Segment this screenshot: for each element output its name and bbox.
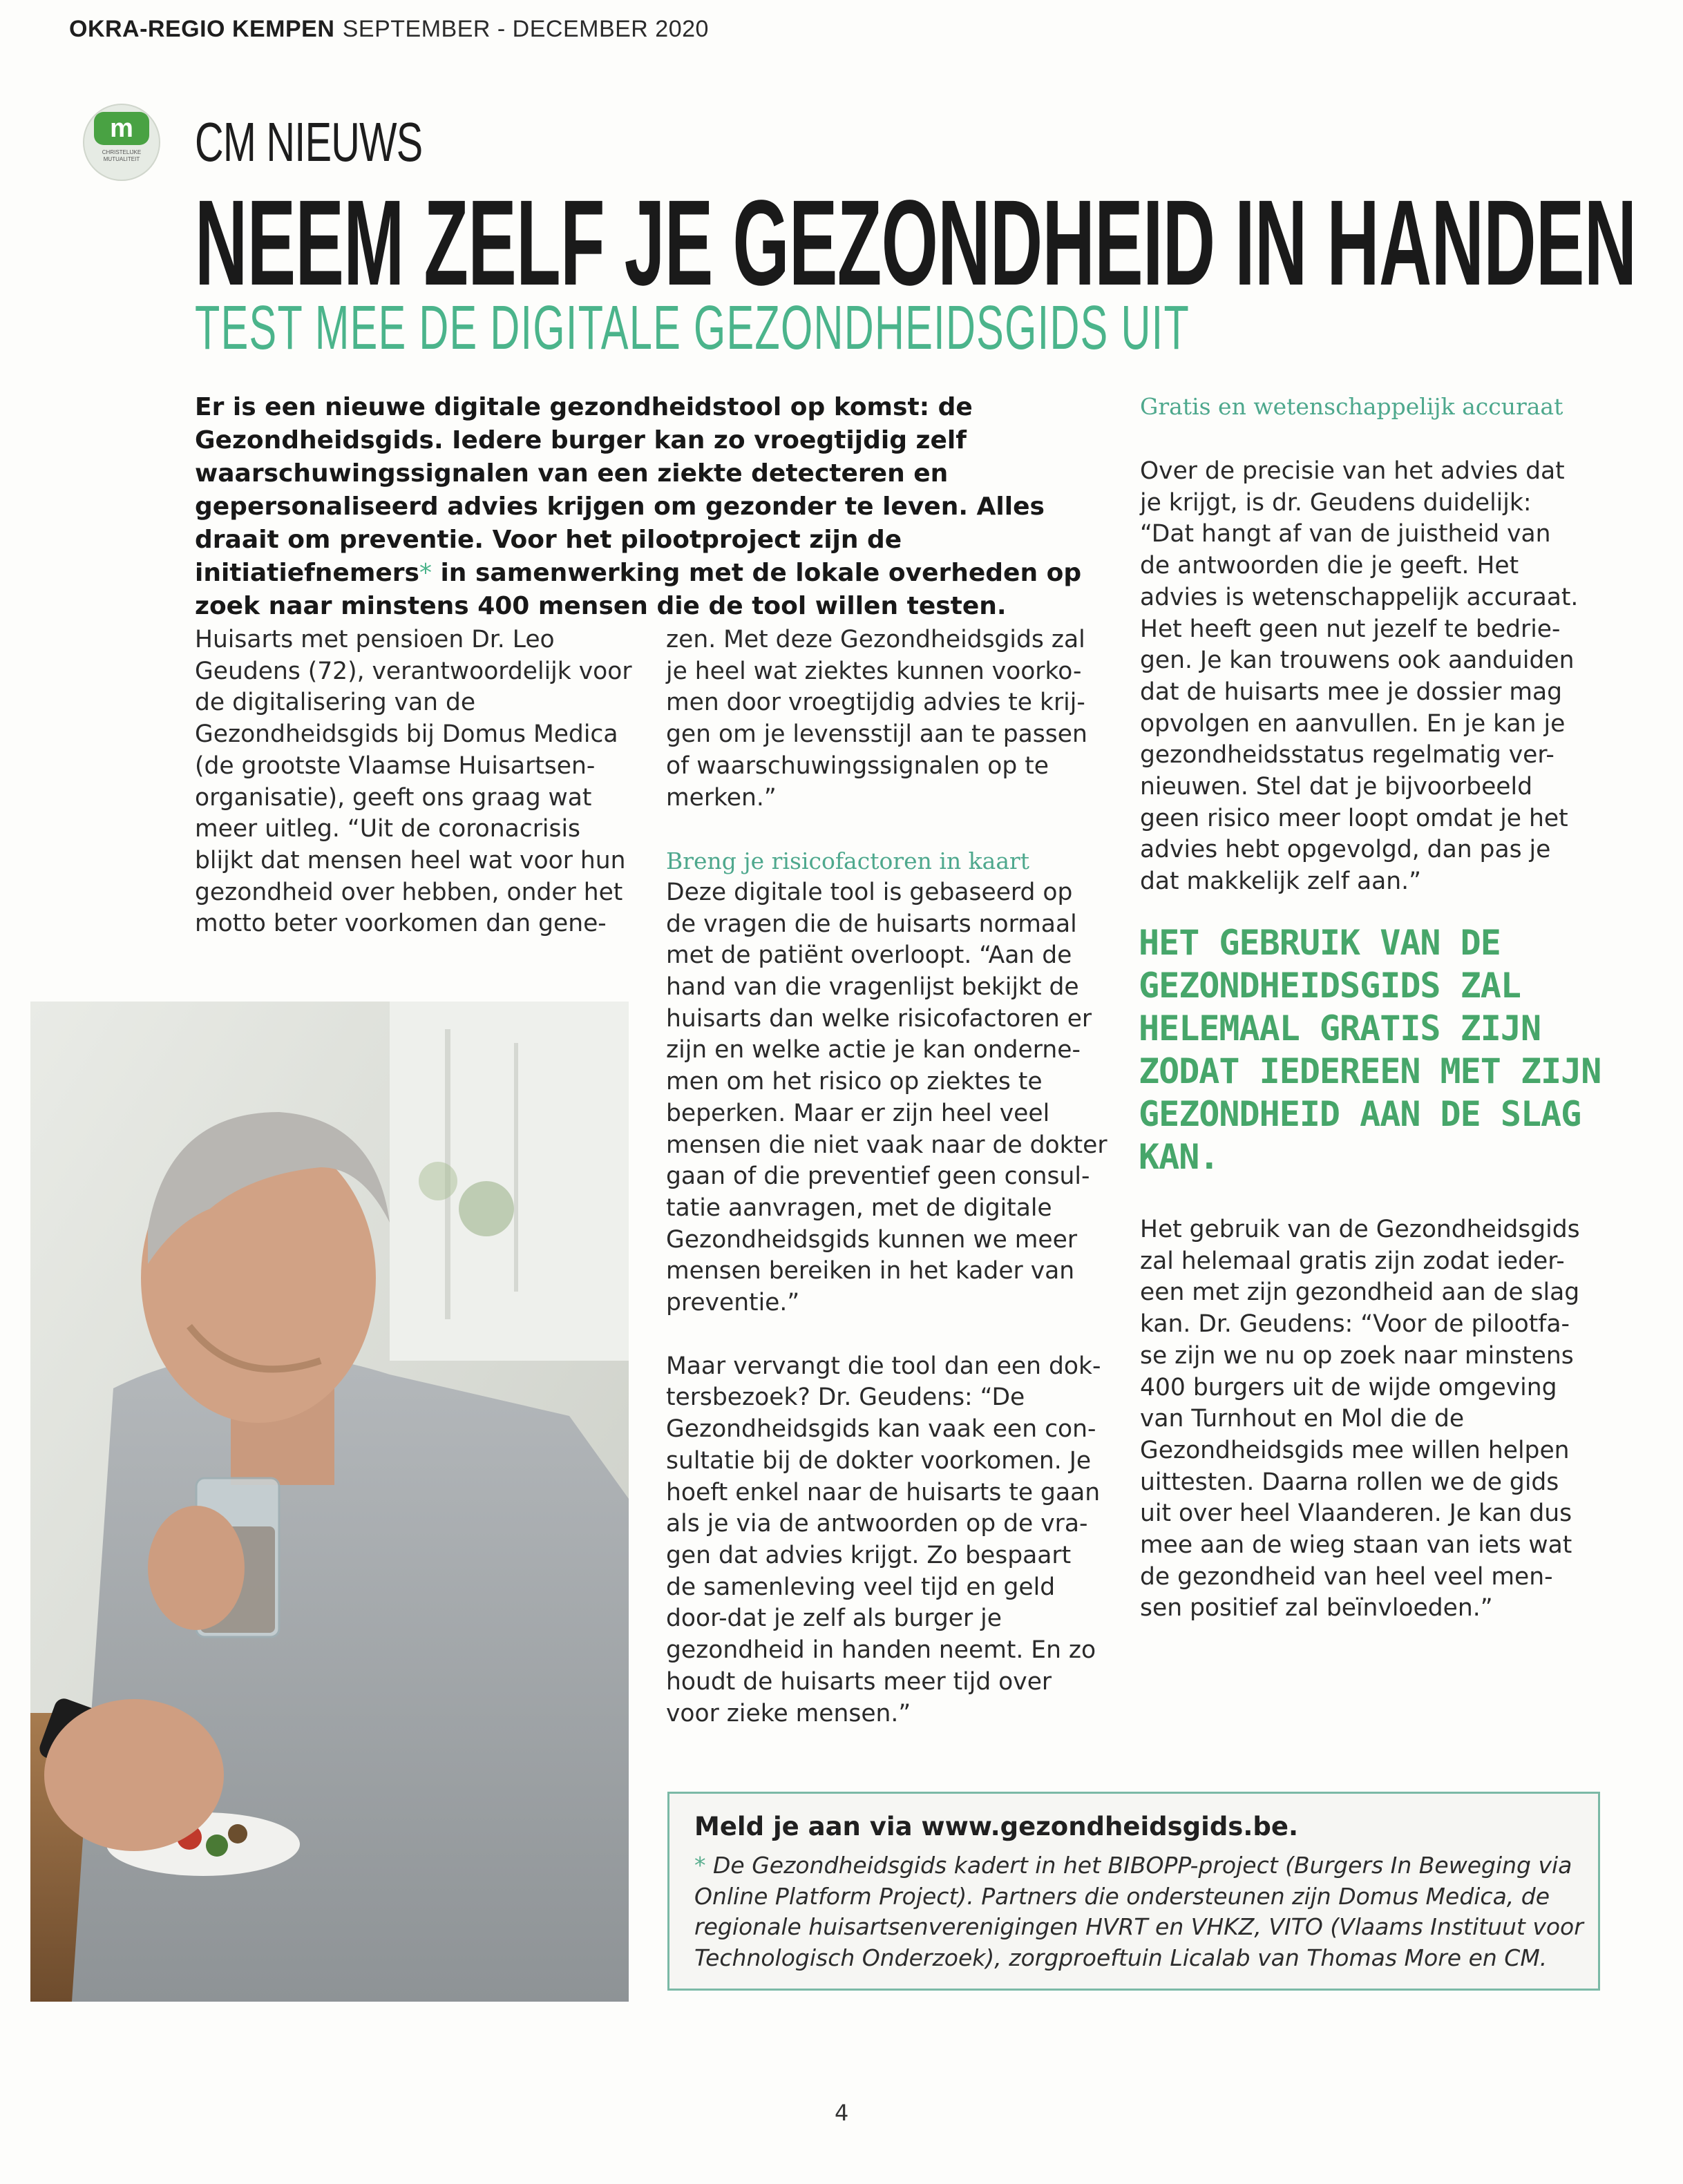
col3-paragraph-2: Het gebruik van de Gezondheidsgids zal helemaal gratis zijn zodat ieder-een met zijn gezondheid aan de slag kan. Dr. Geudens: “Voor de pilootfa-se zijn we nu op zoek naar minstens 400 burgers uit de wijde omgeving van Turnhout en Mol die de Gezondheidsgids mee willen helpen uittesten. Daarna rollen we de gids uit over heel Vlaanderen. Je kan dus mee aan de wieg staan van iets wat de gezondheid van heel veel men-sen positief zal beïnvloeden.” — [1140, 1216, 1580, 1622]
column-1 — [195, 624, 637, 940]
footnote-asterisk: * — [694, 1852, 706, 1879]
footnote: * De Gezondheidsgids kadert in het BIBOPP-project (Burgers In Beweging via Online Platform Project). Partners die ondersteunen zijn Domus Medica, de regionale huisartsenverenigingen HVRT en VHKZ, VITO (Vlaams Instituut voor Technologisch Onderzoek), zorgproeftuin Licalab van Thomas More en CM. — [694, 1852, 1584, 1971]
col3-subheading: Gratis en wetenschappelijk accuraat — [1140, 393, 1563, 420]
pull-quote: HET GEBRUIK VAN DE GEZONDHEIDSGIDS ZAL HELEMAAL GRATIS ZIJN ZODAT IEDEREEN MET ZIJN GEZONDHEID AAN DE SLAG KAN. — [1139, 923, 1601, 1177]
article-title: NEEM ZELF JE GEZONDHEID IN HANDEN — [195, 175, 1637, 311]
info-box — [667, 1792, 1600, 1991]
issue-dates: SEPTEMBER - DECEMBER 2020 — [342, 16, 709, 42]
col2-subheading: Breng je risicofactoren in kaart — [666, 847, 1030, 875]
col2-paragraph-3: Maar vervangt die tool dan een dok-tersbezoek? Dr. Geudens: “De Gezondheidsgids kan vaak een con-sultatie bij de dokter voorkomen. Je hoeft enkel naar de huisarts te gaan als je via de antwoorden op de vra-gen dat advies krijgt. Zo bespaart de samenleving veel tijd en geld door-dat je zelf als burger je gezondheid in handen neemt. En zo houdt de huisarts meer tijd over voor zieke mensen.” — [666, 1352, 1101, 1727]
column-3 — [1140, 456, 1582, 898]
article-intro: Er is een nieuwe digitale gezondheidstool op komst: de Gezondheidsgids. Iedere burger kan zo vroegtijdig zelf waarschuwingssignalen van een ziekte detecteren en gepersonaliseerd advies krijgen om gezonder te leven. Alles draait om preventie. Voor het pilootproject zijn de initiatiefnemers* in samenwerking met de lokale overheden op zoek naar minstens 400 mensen die de tool willen testen. — [195, 393, 1082, 620]
col2-paragraph-2: Deze digitale tool is gebaseerd op de vragen die de huisarts normaal met de patiënt overloopt. “Aan de hand van die vragenlijst bekijkt de huisarts dan welke risicofactoren er zijn en welke actie je kan onderne-men om het risico op ziektes te beperken. Maar er zijn heel veel mensen die niet vaak naar de dokter gaan of die preventief geen consul-tatie aanvragen, met de digitale Gezondheidsgids kunnen we meer mensen bereiken in het kader van preventie.” — [666, 878, 1107, 1317]
article-photo — [30, 1002, 629, 2002]
footnote-marker: * — [419, 559, 432, 587]
running-header — [69, 15, 709, 43]
photo-man-with-phone-and-water — [30, 1002, 629, 2002]
publication-name: OKRA-REGIO KEMPEN — [69, 16, 335, 42]
col1-paragraph-1: Huisarts met pensioen Dr. Leo Geudens (72), verantwoordelijk voor de digitalisering van de Gezondheidsgids bij Domus Medica (de grootste Vlaamse Huisartsen-organisatie), geeft ons graag wat meer uitleg. “Uit de coronacrisis blijkt dat mensen heel wat voor hun gezondheid over hebben, onder het motto beter voorkomen dan gene- — [195, 626, 632, 938]
column-3-continued — [1140, 1214, 1582, 1625]
article-subtitle: TEST MEE DE DIGITALE GEZONDHEIDSGIDS UIT — [195, 294, 1190, 363]
cm-logo-text: CHRISTELIJKE MUTUALITEIT — [102, 149, 142, 162]
signup-call-to-action: Meld je aan via www.gezondheidsgids.be. — [694, 1812, 1299, 1841]
col2-paragraph-1: zen. Met deze Gezondheidsgids zal je heel wat ziektes kunnen voorko-men door vroegtijdig advies te krij-gen om je levensstijl aan te passen of waarschuwingssignalen op te merken.” — [666, 626, 1087, 812]
col3-paragraph-1: Over de precisie van het advies dat je krijgt, is dr. Geudens duidelijk: “Dat hangt af van de juistheid van de antwoorden die je geeft. Het advies is wetenschappelijk accuraat. Het heeft geen nut jezelf te bedrie-gen. Je kan trouwens ook aanduiden dat de huisarts mee je dossier mag opvolgen en aanvullen. En je kan je gezondheidsstatus regelmatig ver-nieuwen. Stel dat je bijvoorbeeld geen risico meer loopt omdat je het advies hebt opgevolgd, dan pas je dat makkelijk zelf aan.” — [1140, 457, 1579, 896]
cm-logo — [83, 104, 160, 181]
section-label: CM NIEUWS — [195, 111, 423, 173]
cm-logo-mark: m — [94, 112, 149, 145]
page-number: 4 — [835, 2100, 849, 2126]
column-2 — [666, 624, 1108, 1730]
